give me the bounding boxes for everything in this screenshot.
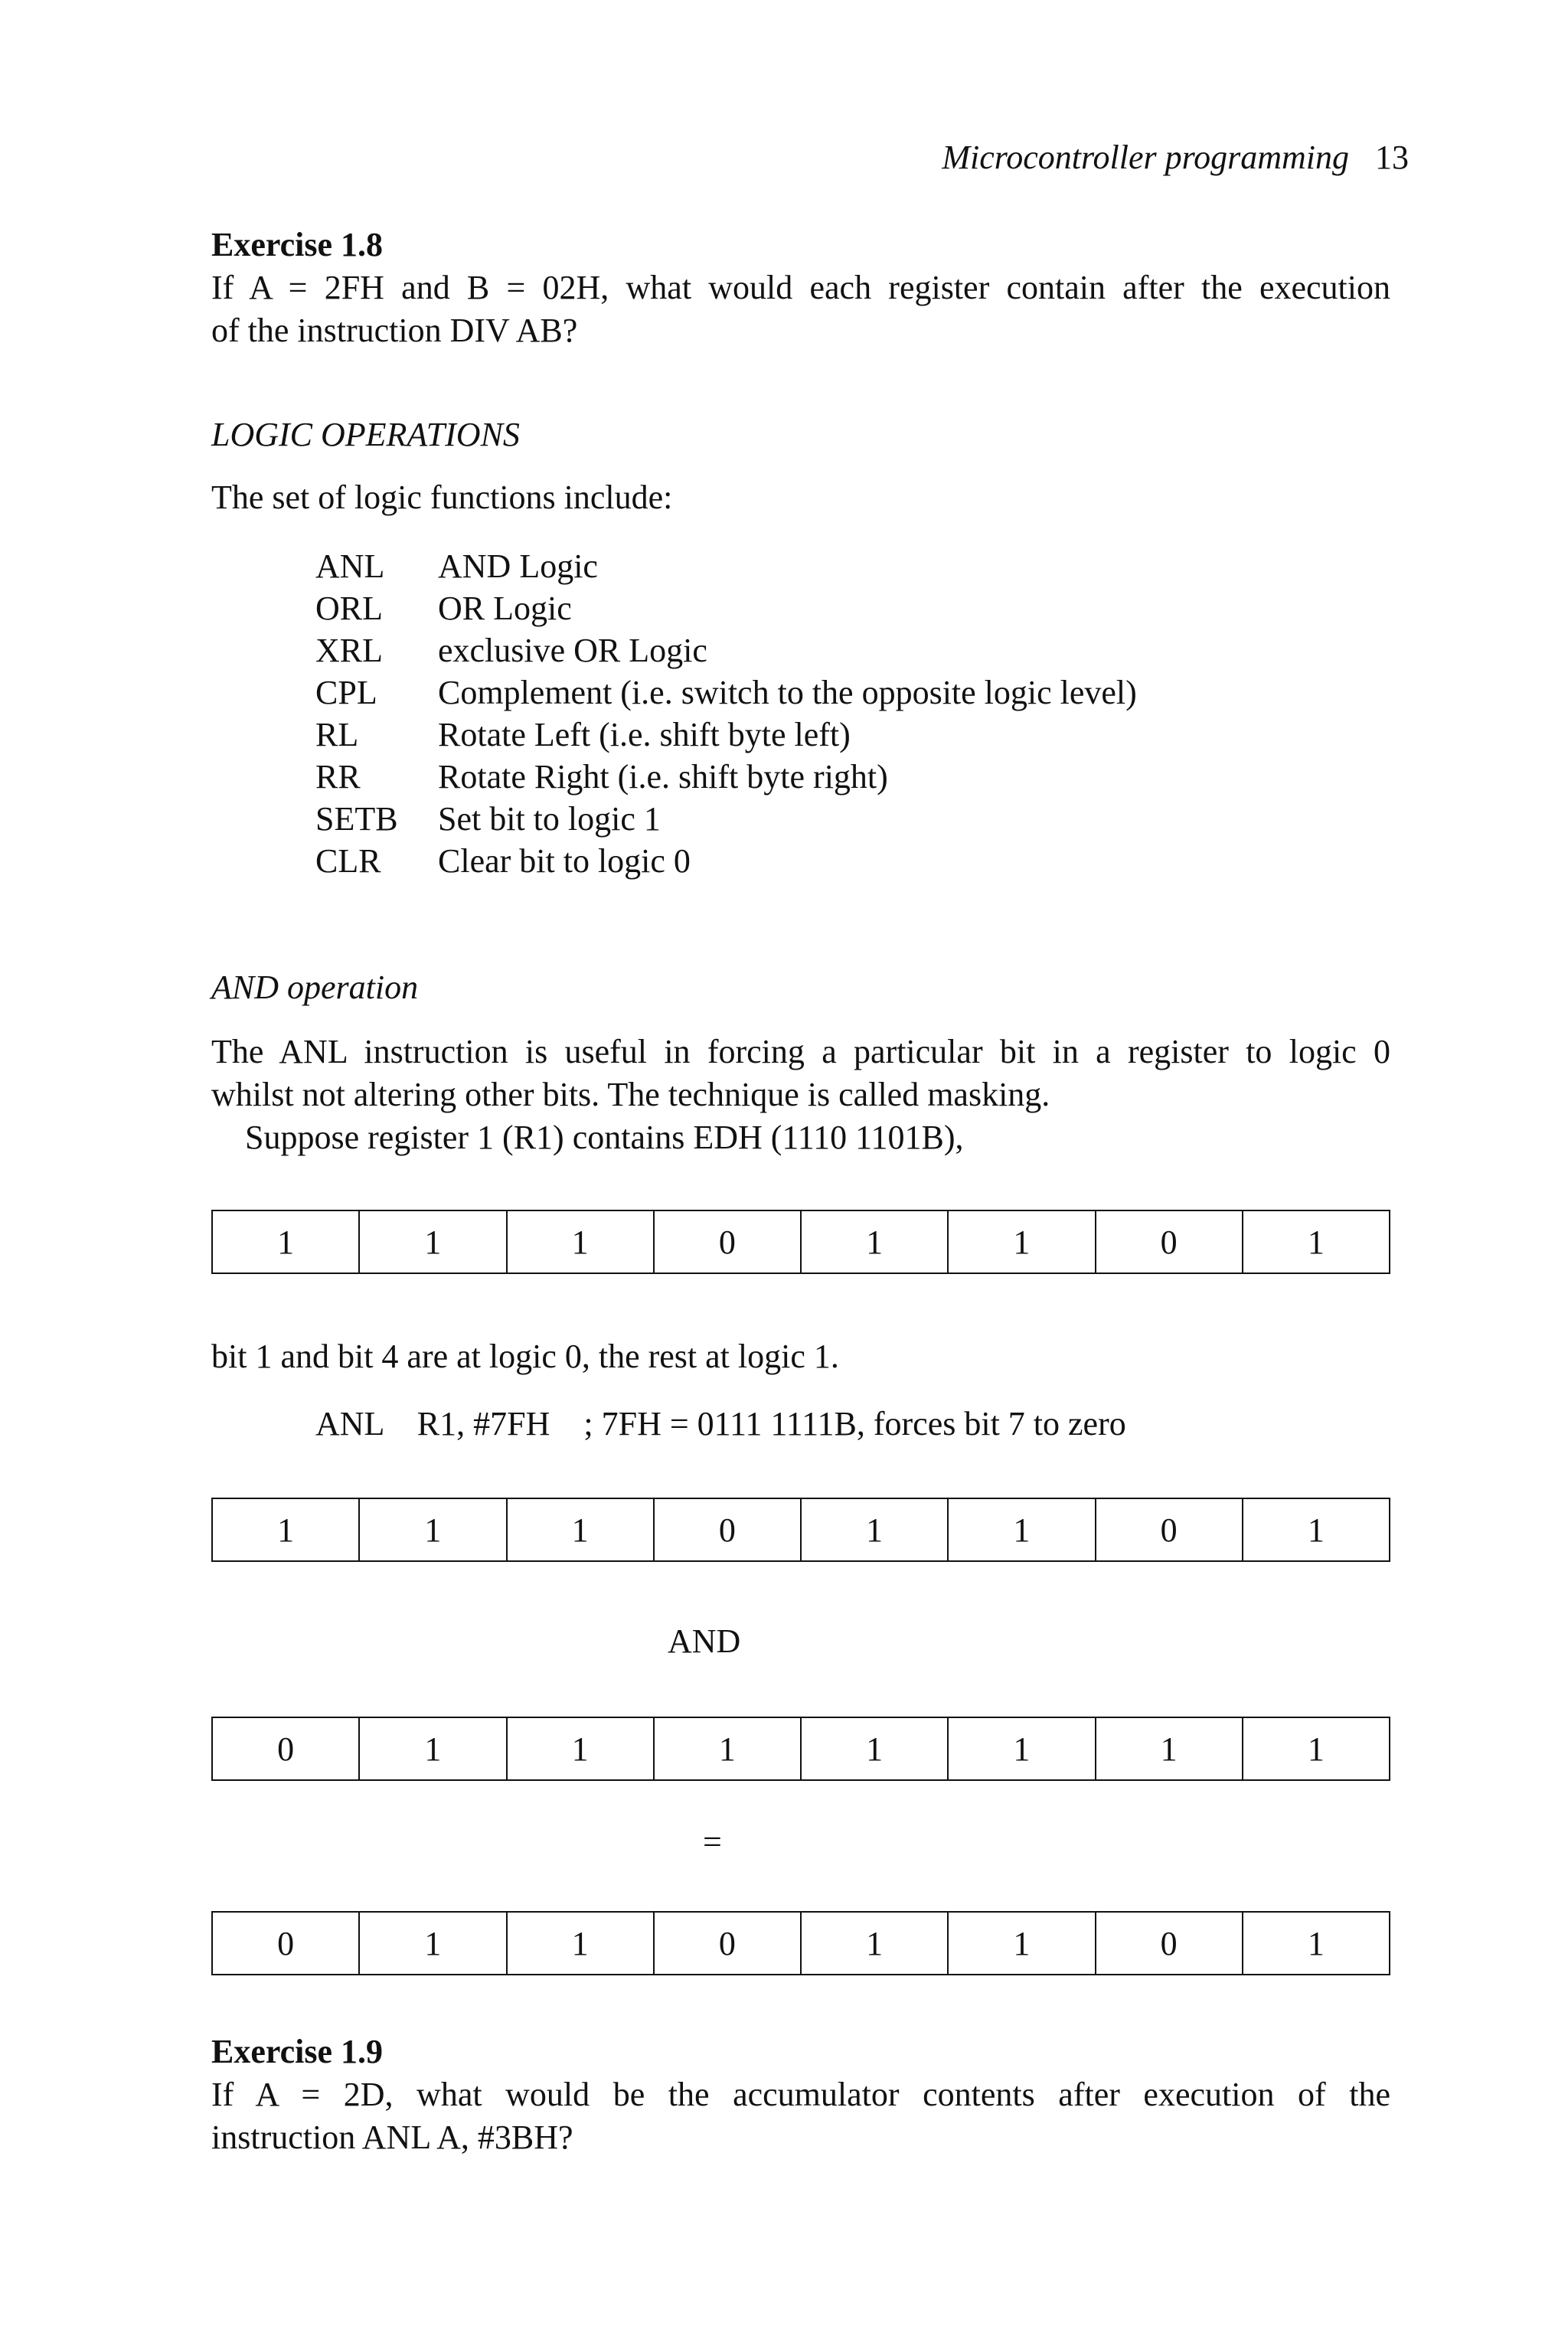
bit-cell: 1 bbox=[506, 1913, 653, 1974]
bits-note: bit 1 and bit 4 are at logic 0, the rest at logic 1. bbox=[211, 1338, 839, 1375]
and-para-line-3: Suppose register 1 (R1) contains EDH (1110 1101B), bbox=[245, 1119, 964, 1156]
instruction-desc: Rotate Left (i.e. shift byte left) bbox=[438, 716, 851, 753]
bit-cell: 1 bbox=[1095, 1718, 1242, 1779]
bit-cell: 0 bbox=[653, 1499, 800, 1560]
bit-cell: 1 bbox=[947, 1211, 1094, 1273]
instruction-mnemonic: ANL bbox=[315, 547, 385, 585]
register-box-r1-initial bbox=[211, 1210, 1390, 1274]
instruction-desc: Set bit to logic 1 bbox=[438, 800, 661, 838]
bit-cell: 0 bbox=[653, 1913, 800, 1974]
bit-cell: 1 bbox=[1242, 1718, 1389, 1779]
bit-cell: 1 bbox=[277, 1223, 295, 1261]
register-box-result bbox=[211, 1911, 1390, 1975]
bit-cell: 1 bbox=[506, 1718, 653, 1779]
instruction-mnemonic: XRL bbox=[315, 632, 383, 669]
and-para-line-2: whilst not altering other bits. The technique is called masking. bbox=[211, 1076, 1050, 1113]
bit-cell: 1 bbox=[358, 1913, 505, 1974]
instruction-mnemonic: RL bbox=[315, 716, 359, 753]
exercise-1-9-line-1: If A = 2D, what would be the accumulator contents after execution of the bbox=[211, 2076, 1390, 2113]
section-heading-and-operation: AND operation bbox=[211, 969, 419, 1006]
instruction-desc: Complement (i.e. switch to the opposite logic level) bbox=[438, 674, 1137, 711]
instruction-desc: exclusive OR Logic bbox=[438, 632, 707, 669]
instruction-desc: OR Logic bbox=[438, 590, 572, 627]
bit-cell: 1 bbox=[358, 1718, 505, 1779]
instruction-mnemonic: ORL bbox=[315, 590, 383, 627]
instruction-mnemonic: CLR bbox=[315, 842, 381, 880]
bit-cell: 1 bbox=[277, 1511, 295, 1549]
and-operator-label: AND bbox=[668, 1622, 741, 1660]
exercise-1-8-heading: Exercise 1.8 bbox=[211, 226, 384, 263]
exercise-1-9-heading: Exercise 1.9 bbox=[211, 2033, 384, 2070]
instruction-row bbox=[315, 545, 598, 588]
page-number: 13 bbox=[1375, 139, 1409, 176]
logic-intro: The set of logic functions include: bbox=[211, 479, 673, 516]
instruction-desc: Clear bit to logic 0 bbox=[438, 842, 691, 880]
bit-cell: 1 bbox=[358, 1499, 505, 1560]
bit-cell: 0 bbox=[1095, 1913, 1242, 1974]
instruction-row bbox=[315, 671, 1137, 714]
instruction-row bbox=[315, 840, 691, 883]
instruction-mnemonic: SETB bbox=[315, 800, 398, 838]
header-title: Microcontroller programming bbox=[942, 139, 1349, 176]
running-header bbox=[888, 138, 1409, 177]
bit-cell: 1 bbox=[800, 1718, 947, 1779]
instruction-mnemonic: CPL bbox=[315, 674, 377, 711]
bit-cell: 1 bbox=[653, 1718, 800, 1779]
register-box-mask bbox=[211, 1717, 1390, 1781]
bit-cell: 0 bbox=[1095, 1499, 1242, 1560]
bit-cell: 1 bbox=[506, 1499, 653, 1560]
instruction-desc: AND Logic bbox=[438, 547, 598, 585]
bit-cell: 1 bbox=[1242, 1211, 1389, 1273]
instruction-row bbox=[315, 756, 888, 799]
section-heading-logic-operations: LOGIC OPERATIONS bbox=[211, 416, 520, 453]
instruction-row bbox=[315, 629, 707, 672]
bit-cell: 1 bbox=[800, 1913, 947, 1974]
bit-cell: 0 bbox=[653, 1211, 800, 1273]
bit-cell: 0 bbox=[277, 1730, 295, 1768]
code-line: ANL R1, #7FH ; 7FH = 0111 1111B, forces bit 7 to zero bbox=[315, 1405, 1126, 1442]
exercise-1-8-line-2: of the instruction DIV AB? bbox=[211, 312, 578, 349]
instruction-row bbox=[315, 714, 851, 756]
equals-operator-label: = bbox=[703, 1823, 722, 1861]
bit-cell: 0 bbox=[1095, 1211, 1242, 1273]
bit-cell: 1 bbox=[800, 1499, 947, 1560]
instruction-mnemonic: RR bbox=[315, 758, 361, 796]
exercise-1-8-line-1: If A = 2FH and B = 02H, what would each register contain after the execution bbox=[211, 269, 1390, 306]
bit-cell: 1 bbox=[947, 1913, 1094, 1974]
bit-cell: 1 bbox=[947, 1499, 1094, 1560]
and-para-line-1: The ANL instruction is useful in forcing a particular bit in a register to logic 0 bbox=[211, 1033, 1390, 1070]
bit-cell: 1 bbox=[800, 1211, 947, 1273]
bit-cell: 1 bbox=[506, 1211, 653, 1273]
instruction-row bbox=[315, 587, 572, 630]
instruction-desc: Rotate Right (i.e. shift byte right) bbox=[438, 758, 888, 796]
bit-cell: 1 bbox=[947, 1718, 1094, 1779]
instruction-row bbox=[315, 798, 661, 841]
bit-cell: 1 bbox=[1242, 1499, 1389, 1560]
bit-cell: 1 bbox=[1242, 1913, 1389, 1974]
exercise-1-9-line-2: instruction ANL A, #3BH? bbox=[211, 2119, 573, 2156]
register-box-operand-1 bbox=[211, 1498, 1390, 1562]
bit-cell: 0 bbox=[277, 1924, 295, 1962]
bit-cell: 1 bbox=[358, 1211, 505, 1273]
